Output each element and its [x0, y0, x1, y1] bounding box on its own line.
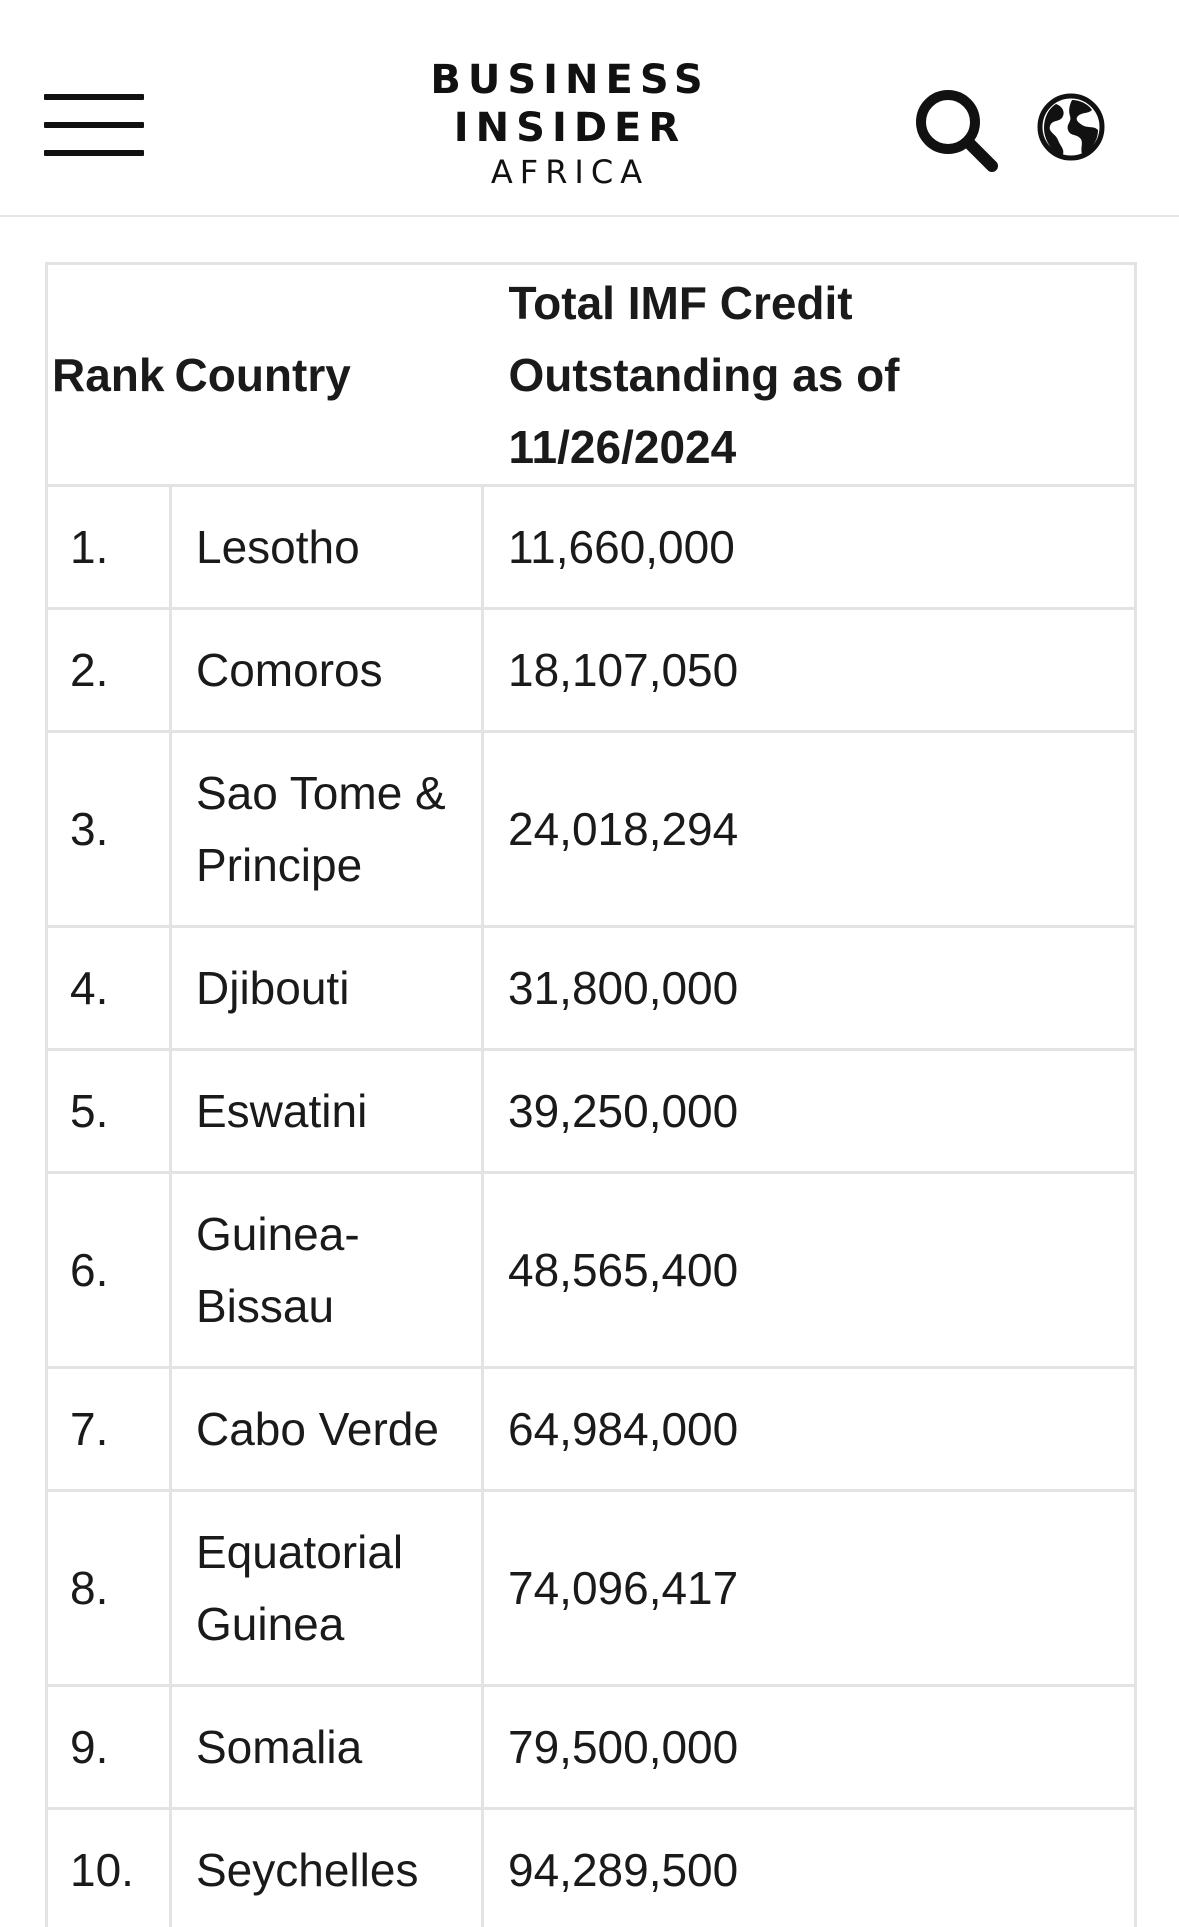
cell-rank: 2.: [47, 609, 171, 732]
cell-credit: 31,800,000: [483, 927, 1136, 1050]
cell-country: Guinea-Bissau: [171, 1173, 483, 1368]
logo-line-2: INSIDER: [453, 105, 687, 151]
cell-credit: 39,250,000: [483, 1050, 1136, 1173]
table-row: [47, 1809, 1136, 1927]
logo-line-1: BUSINESS: [430, 57, 710, 103]
cell-country: Comoros: [171, 609, 483, 732]
table-row: [47, 927, 1136, 1050]
table-header-row: [47, 264, 1136, 486]
menu-bar: [44, 122, 144, 128]
menu-bar: [44, 150, 144, 156]
cell-credit: 79,500,000: [483, 1686, 1136, 1809]
cell-country: Cabo Verde: [171, 1368, 483, 1491]
cell-rank: 4.: [47, 927, 171, 1050]
cell-country: Sao Tome & Principe: [171, 732, 483, 927]
table-row: [47, 486, 1136, 609]
cell-credit: 11,660,000: [483, 486, 1136, 609]
cell-country: Seychelles: [171, 1809, 483, 1927]
cell-credit: 24,018,294: [483, 732, 1136, 927]
hamburger-menu-icon[interactable]: [44, 94, 144, 156]
cell-credit: 74,096,417: [483, 1491, 1136, 1686]
cell-country: Equatorial Guinea: [171, 1491, 483, 1686]
table-row: [47, 1491, 1136, 1686]
search-icon[interactable]: [912, 86, 998, 172]
cell-credit: 94,289,500: [483, 1809, 1136, 1927]
imf-credit-table-container: [45, 262, 1134, 1927]
header-credit: Total IMF Credit Outstanding as of 11/26/2024: [483, 264, 1136, 486]
cell-rank: 10.: [47, 1809, 171, 1927]
table-row: [47, 1686, 1136, 1809]
site-logo[interactable]: [360, 57, 780, 191]
globe-icon[interactable]: [1036, 92, 1106, 162]
cell-rank: 9.: [47, 1686, 171, 1809]
table-row: [47, 1173, 1136, 1368]
cell-credit: 18,107,050: [483, 609, 1136, 732]
imf-credit-table: [45, 262, 1137, 1927]
cell-rank: 5.: [47, 1050, 171, 1173]
cell-country: Djibouti: [171, 927, 483, 1050]
cell-country: Lesotho: [171, 486, 483, 609]
table-row: [47, 1368, 1136, 1491]
table-row: [47, 732, 1136, 927]
cell-rank: 1.: [47, 486, 171, 609]
menu-bar: [44, 94, 144, 100]
header-country: Country: [171, 264, 483, 486]
header-rank: Rank: [47, 264, 171, 486]
table-row: [47, 1050, 1136, 1173]
cell-rank: 3.: [47, 732, 171, 927]
site-header: [0, 0, 1179, 217]
cell-credit: 48,565,400: [483, 1173, 1136, 1368]
cell-country: Somalia: [171, 1686, 483, 1809]
cell-country: Eswatini: [171, 1050, 483, 1173]
cell-rank: 6.: [47, 1173, 171, 1368]
table-row: [47, 609, 1136, 732]
logo-line-3: AFRICA: [490, 153, 650, 191]
cell-rank: 7.: [47, 1368, 171, 1491]
cell-rank: 8.: [47, 1491, 171, 1686]
cell-credit: 64,984,000: [483, 1368, 1136, 1491]
